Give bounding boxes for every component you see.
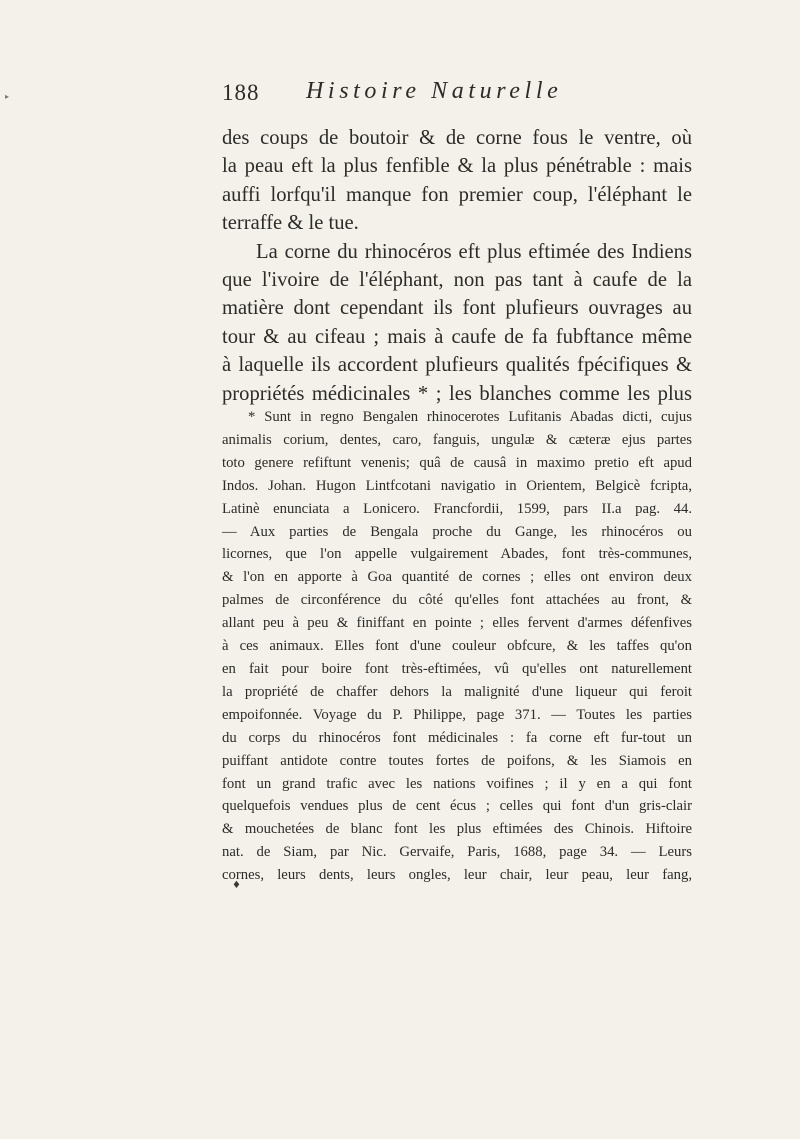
margin-mark: ▸ [5,92,10,101]
body-line: matière dont cependant ils font plufieurs ouvrages au [222,297,692,320]
footnote-line: nat. de Siam, par Nic. Gervaife, Paris, 1688, page 34. — Leurs [222,844,692,861]
body-line: terraffe & le tue. [222,212,359,235]
footnote-line: du corps du rhinocéros font médicinales : fa corne eft fur-tout un [222,729,692,746]
body-line: que l'ivoire de l'éléphant, non pas tant à caufe de la [222,269,692,292]
footnote-line: * Sunt in regno Bengalen rhinocerotes Lufitanis Abadas dicti, cujus [248,409,692,425]
page-header [222,78,692,118]
running-title: Histoire Naturelle [306,78,563,104]
body-line: La corne du rhinocéros eft plus eftimée des Indiens [256,240,692,263]
footnote-line: cornes, leurs dents, leurs ongles, leur chair, leur peau, leur fang, [222,867,692,884]
footnote-line: — Aux parties de Bengala proche du Gange, les rhinocéros ou [222,523,692,540]
footnote-line: animalis corium, dentes, caro, fanguis, ungulæ & cæteræ ejus partes [222,431,692,448]
body-line: des coups de boutoir & de corne fous le ventre, où [222,127,692,149]
footnote-line: en fait pour boire font très-eftimées, vû qu'elles ont naturellement [222,660,692,677]
footnote [222,406,692,887]
footnote-line: puiffant antidote contre toutes fortes de poifons, & les Siamois en [222,752,692,769]
body-line: la peau eft la plus fenfible & la plus pénétrable : mais [222,155,692,178]
footnote-line: font un grand trafic avec les nations voifines ; il y en a qui font [222,775,692,792]
footnote-line: la propriété de chaffer dehors la malignité d'une liqueur qui feroit [222,683,692,700]
footnote-line: quelquefois vendues plus de cent écus ; celles qui font d'un gris-clair [222,798,692,815]
body-line: auffi lorfqu'il manque fon premier coup, l'éléphant le [222,183,692,206]
body-line: propriétés médicinales * ; les blanches comme les plus [222,382,692,405]
footnote-line: palmes de circonférence du côté qu'elles font attachées au front, & [222,592,692,609]
footnote-line: allant peu à peu & finiffant en pointe ; elles fervent d'armes défenfives [222,615,692,632]
main-body-text [222,124,692,408]
footnote-line: toto genere refiftunt venenis; quâ de causâ in maximo pretio eft apud [222,454,692,471]
footnote-line: empoifonnée. Voyage du P. Philippe, page 371. — Toutes les parties [222,706,692,723]
footnote-line: & mouchetées de blanc font les plus eftimées des Chinois. Hiftoire [222,821,692,838]
footnote-line: & l'on en apporte à Goa quantité de cornes ; elles ont environ deux [222,569,692,586]
footnote-line: Indos. Johan. Hugon Lintfcotani navigatio in Orientem, Belgicè fcripta, [222,477,692,494]
body-line: à laquelle ils accordent plufieurs qualités fpécifiques & [222,354,692,377]
footnote-line: à ces animaux. Elles font d'une couleur obfcure, & les taffes qu'on [222,638,692,655]
body-line: tour & au cifeau ; mais à caufe de fa fubftance même [222,325,692,348]
page-number: 188 [222,80,260,105]
footnote-line: licornes, que l'on appelle vulgairement Abades, font très-communes, [222,546,692,563]
signature-mark: ♦ [232,880,241,891]
footnote-line: Latinè enunciata a Lonicero. Francfordii, 1599, pars II.a pag. 44. [222,500,692,517]
